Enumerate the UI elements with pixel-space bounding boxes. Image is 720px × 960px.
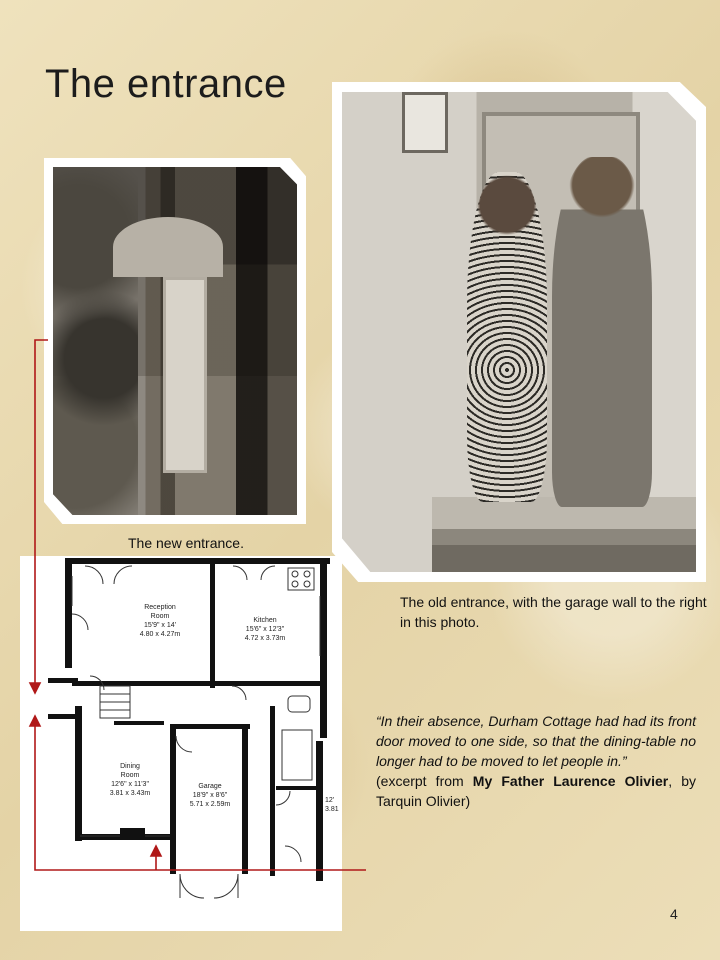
page-number: 4 (670, 906, 678, 922)
dining-room-label: Dining Room 12'6" x 11'3" 3.81 x 3.43m (109, 763, 151, 797)
garage-label: Garage 18'9" x 8'6" 5.71 x 2.59m (189, 783, 231, 808)
quote-block (376, 711, 696, 811)
partial-room-label: 12' 3.81 (325, 797, 339, 813)
kitchen-label: Kitchen 15'6" x 12'3" 4.72 x 3.73m (244, 617, 286, 642)
quote-text: “In their absence, Durham Cottage had had its front door moved to one side, so that the dining-table no longer had to be moved to let people in.” (376, 713, 696, 769)
new-entrance-caption: The new entrance. (128, 535, 244, 551)
reception-room-label: Reception Room 15'9" x 14' 4.80 x 4.27m (139, 604, 181, 638)
quote-source-suffix: , by Tarquin Olivier) (376, 773, 696, 809)
new-entrance-photo (44, 158, 306, 524)
floor-plan (20, 556, 342, 931)
quote-source-prefix: (excerpt from (376, 773, 473, 789)
slide-title: The entrance (45, 62, 287, 106)
old-entrance-photo (332, 82, 706, 582)
old-entrance-caption: The old entrance, with the garage wall to the right in this photo. (400, 594, 707, 630)
quote-source-title: My Father Laurence Olivier (472, 773, 669, 789)
